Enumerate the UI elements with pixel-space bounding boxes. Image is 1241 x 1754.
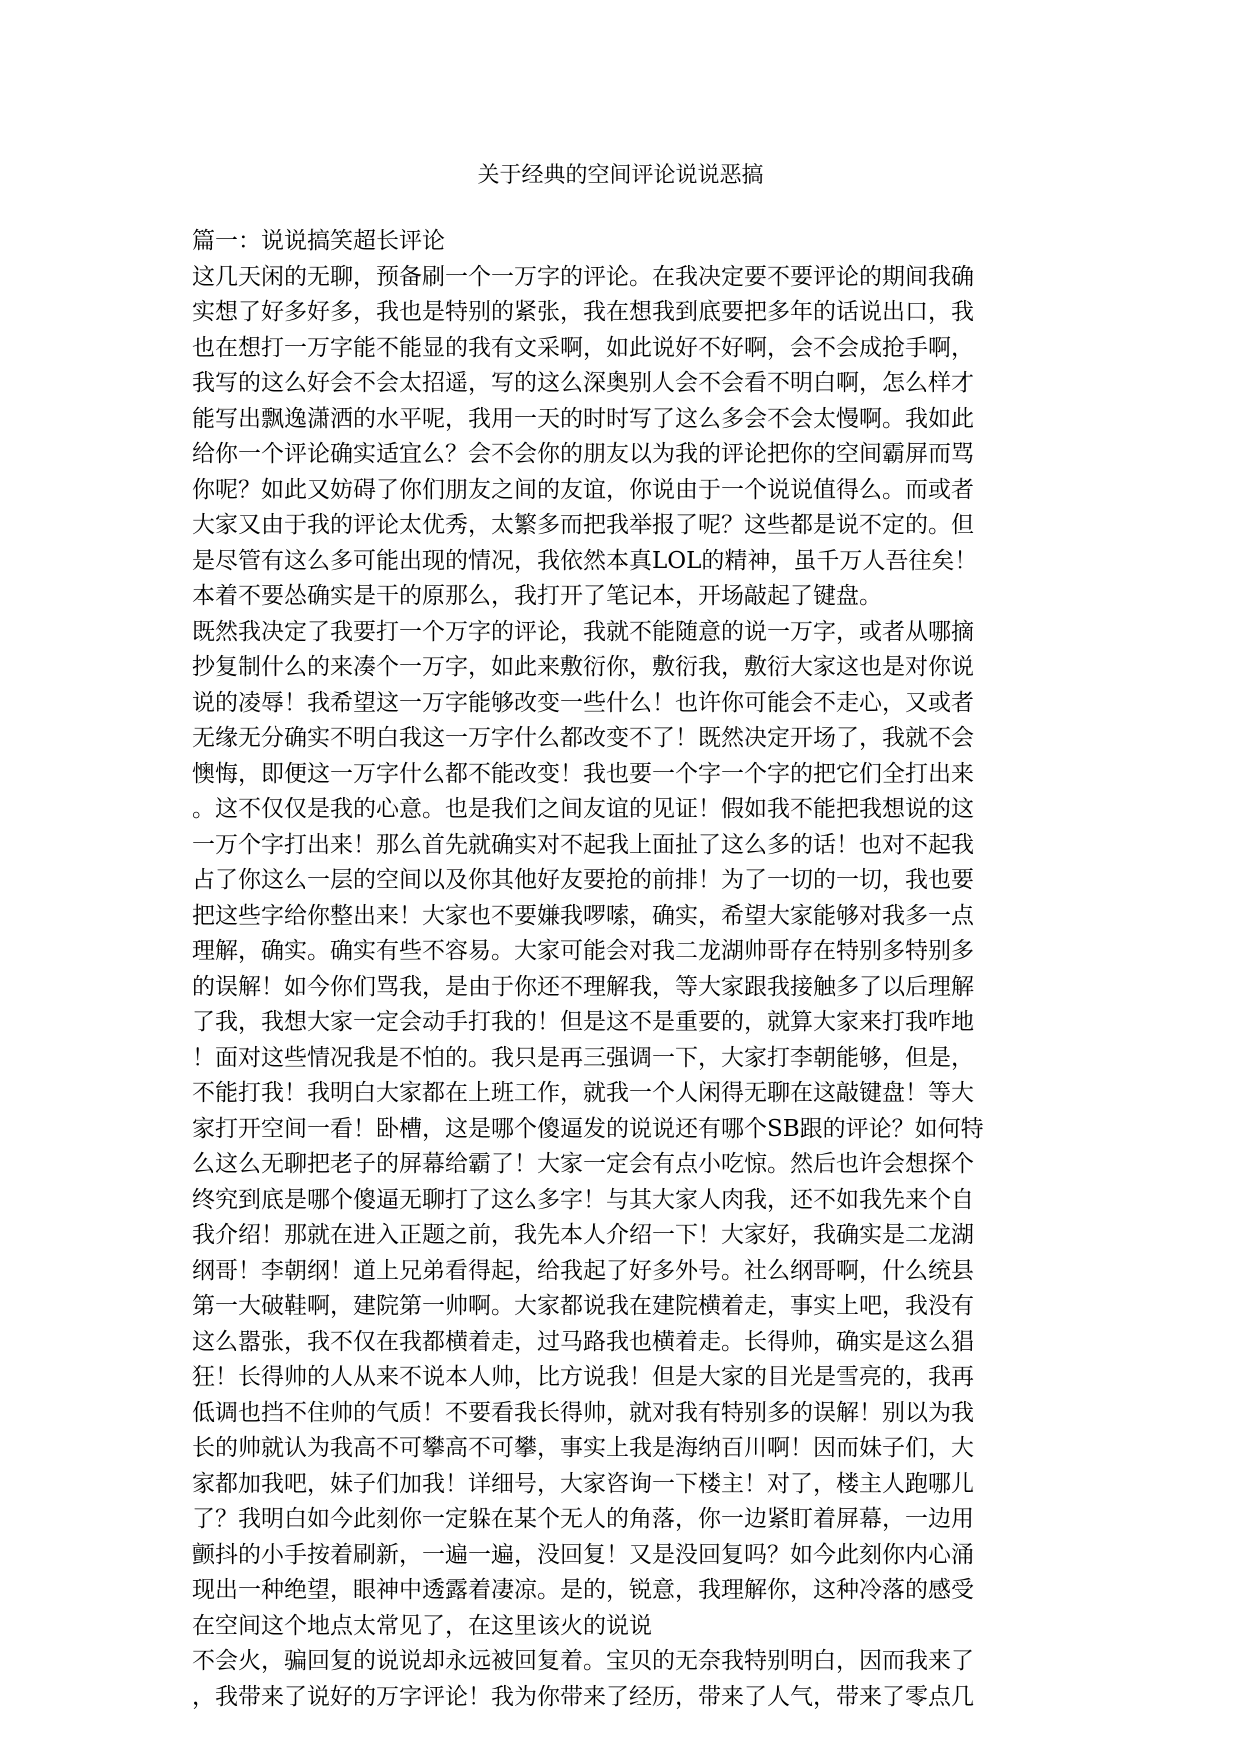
paragraph-line: 长的帅就认为我高不可攀高不可攀，事实上我是海纳百川啊！因而妹子们，大 bbox=[192, 1435, 974, 1461]
paragraph-line: 么这么无聊把老子的屏幕给霸了！大家一定会有点小吃惊。然后也许会想探个 bbox=[192, 1151, 974, 1177]
paragraph-line: 既然我决定了我要打一个万字的评论，我就不能随意的说一万字，或者从哪摘 bbox=[192, 618, 974, 645]
paragraph-line: 本着不要怂确实是干的原那么，我打开了笔记本，开场敲起了键盘。 bbox=[192, 583, 882, 609]
paragraph-line: 了？我明白如今此刻你一定躲在某个无人的角落，你一边紧盯着屏幕，一边用 bbox=[192, 1506, 974, 1532]
paragraph-line: 给你一个评论确实适宜么？会不会你的朋友以为我的评论把你的空间霸屏而骂 bbox=[192, 441, 974, 467]
paragraph-line: 不能打我！我明白大家都在上班工作，就我一个人闲得无聊在这敲键盘！等大 bbox=[192, 1080, 974, 1106]
paragraph-line: 纲哥！李朝纲！道上兄弟看得起，给我起了好多外号。社么纲哥啊，什么统县 bbox=[192, 1257, 974, 1284]
paragraph-line: 一万个字打出来！那么首先就确实对不起我上面扯了这么多的话！也对不起我 bbox=[192, 831, 974, 858]
paragraph-line: 颤抖的小手按着刷新，一遍一遍，没回复！又是没回复吗？如今此刻你内心涌 bbox=[192, 1541, 974, 1568]
paragraph-line: 第一大破鞋啊，建院第一帅啊。大家都说我在建院横着走，事实上吧，我没有 bbox=[192, 1293, 974, 1319]
paragraph-line: 我介绍！那就在进入正题之前，我先本人介绍一下！大家好，我确实是二龙湖 bbox=[192, 1222, 974, 1248]
paragraph-line: 终究到底是哪个傻逼无聊打了这么多字！与其大家人肉我，还不如我先来个自 bbox=[192, 1186, 974, 1213]
paragraph-line: ！面对这些情况我是不怕的。我只是再三强调一下，大家打李朝能够，但是， bbox=[192, 1044, 974, 1071]
paragraph-line: 不会火，骗回复的说说却永远被回复着。宝贝的无奈我特别明白，因而我来了 bbox=[192, 1648, 974, 1674]
paragraph-line: 这么嚣张，我不仅在我都横着走，过马路我也横着走。长得帅，确实是这么猖 bbox=[192, 1328, 974, 1355]
paragraph-line: 抄复制什么的来凑个一万字，如此来敷衍你，敷衍我，敷衍大家这也是对你说 bbox=[192, 654, 974, 680]
paragraph-line: 懊悔，即便这一万字什么都不能改变！我也要一个字一个字的把它们全打出来 bbox=[192, 760, 974, 787]
paragraph-line: 占了你这么一层的空间以及你其他好友要抢的前排！为了一切的一切，我也要 bbox=[192, 867, 974, 893]
section-heading: 篇一：说说搞笑超长评论 bbox=[192, 228, 445, 254]
paragraph-line: 我写的这么好会不会太招遥，写的这么深奥别人会不会看不明白啊，怎么样才 bbox=[192, 370, 974, 396]
paragraph-line: 现出一种绝望，眼神中透露着凄凉。是的，锐意，我理解你，这种冷落的感受 bbox=[192, 1577, 974, 1603]
paragraph-line: 。这不仅仅是我的心意。也是我们之间友谊的见证！假如我不能把我想说的这 bbox=[192, 796, 974, 822]
paragraph-line: 也在想打一万字能不能显的我有文采啊，如此说好不好啊，会不会成抢手啊， bbox=[192, 334, 974, 361]
paragraph-line: 说的凌辱！我希望这一万字能够改变一些什么！也许你可能会不走心，又或者 bbox=[192, 689, 974, 716]
paragraph-line: 的误解！如今你们骂我，是由于你还不理解我，等大家跟我接触多了以后理解 bbox=[192, 973, 974, 1000]
paragraph-line: 大家又由于我的评论太优秀，太繁多而把我举报了呢？这些都是说不定的。但 bbox=[192, 512, 974, 538]
paragraph-line: 狂！长得帅的人从来不说本人帅，比方说我！但是大家的目光是雪亮的，我再 bbox=[192, 1364, 974, 1390]
paragraph-line: 理解，确实。确实有些不容易。大家可能会对我二龙湖帅哥存在特别多特别多 bbox=[192, 938, 974, 964]
paragraph-line: 低调也挡不住帅的气质！不要看我长得帅，就对我有特别多的误解！别以为我 bbox=[192, 1399, 974, 1426]
document-title: 关于经典的空间评论说说恶搞 bbox=[477, 163, 764, 188]
paragraph-line: 你呢？如此又妨碍了你们朋友之间的友谊，你说由于一个说说值得么。而或者 bbox=[192, 476, 974, 503]
paragraph-line: 了我，我想大家一定会动手打我的！但是这不是重要的，就算大家来打我咋地 bbox=[192, 1009, 974, 1035]
document-body bbox=[192, 224, 1042, 1715]
paragraph-line: 无缘无分确实不明白我这一万字什么都改变不了！既然决定开场了，我就不会 bbox=[192, 725, 974, 751]
paragraph-line: 是尽管有这么多可能出现的情况，我依然本真LOL的精神，虽千万人吾往矣！ bbox=[192, 547, 978, 574]
paragraph-line: 在空间这个地点太常见了，在这里该火的说说 bbox=[192, 1612, 652, 1639]
paragraph-line: 这几天闲的无聊，预备刷一个一万字的评论。在我决定要不要评论的期间我确 bbox=[192, 263, 974, 290]
paragraph-line: 把这些字给你整出来！大家也不要嫌我啰嗦，确实，希望大家能够对我多一点 bbox=[192, 902, 974, 929]
paragraph-line: 能写出飘逸潇洒的水平呢，我用一天的时时写了这么多会不会太慢啊。我如此 bbox=[192, 405, 974, 432]
paragraph-line: 家打开空间一看！卧槽，这是哪个傻逼发的说说还有哪个SB跟的评论？如何特 bbox=[192, 1115, 984, 1142]
paragraph-line: ，我带来了说好的万字评论！我为你带来了经历，带来了人气，带来了零点几 bbox=[192, 1683, 974, 1710]
paragraph-line: 家都加我吧，妹子们加我！详细号，大家咨询一下楼主！对了，楼主人跑哪儿 bbox=[192, 1470, 974, 1497]
paragraph-line: 实想了好多好多，我也是特别的紧张，我在想我到底要把多年的话说出口，我 bbox=[192, 299, 974, 325]
